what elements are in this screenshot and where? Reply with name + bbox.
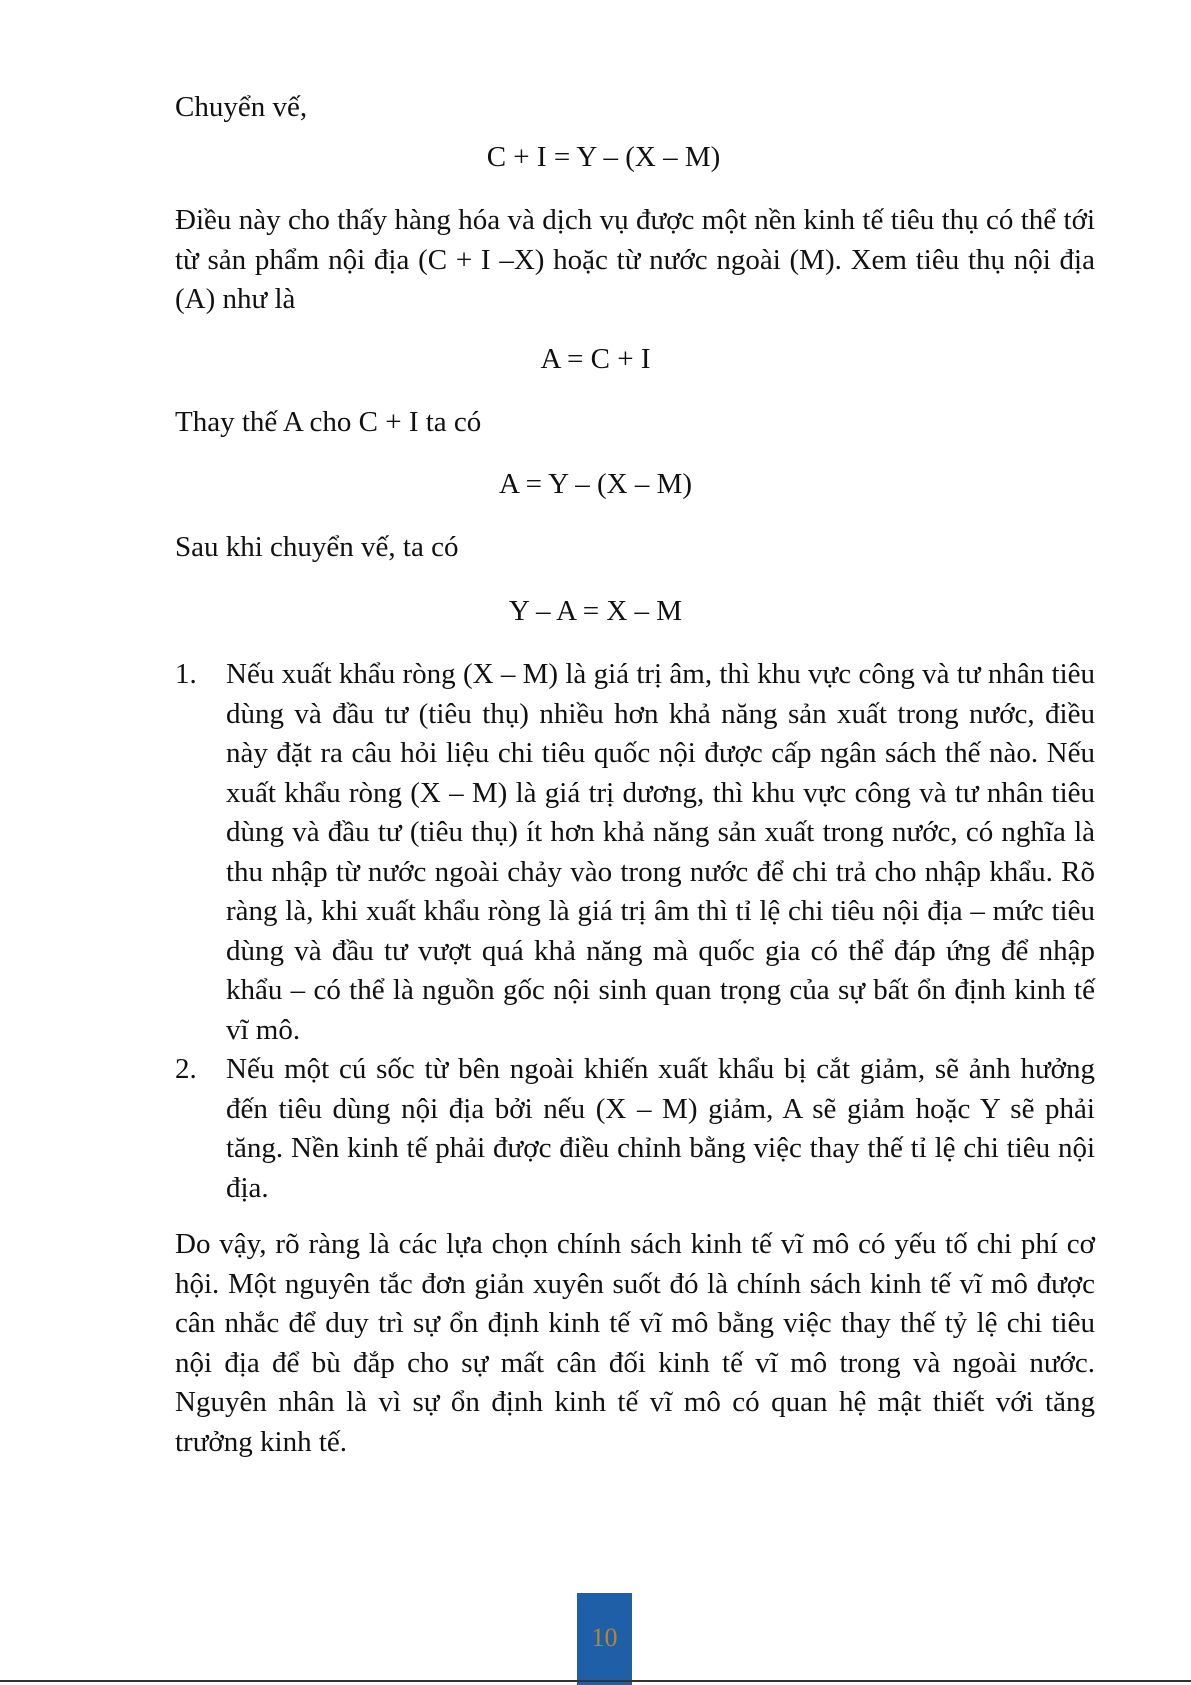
equation-1: C + I = Y – (X – M) [486,141,721,173]
paragraph-after-transpose: Sau khi chuyển vế, ta có [175,531,459,563]
equation-2: A = C + I [540,343,651,375]
equation-4: Y – A = X – M [508,595,683,627]
paragraph-transpose: Chuyển vế, [175,91,308,123]
list-number: 1. [175,658,197,690]
footer-divider [0,1680,1191,1682]
list-item-2 [175,1050,1095,1215]
paragraph-consumption: Điều này cho thấy hàng hóa và dịch vụ được một nền kinh tế tiêu thụ có thể tới từ sản phẩm nội địa (C + I –X) hoặc từ nước ngoài (M). Xem tiêu thụ nội địa (A) như là [175,204,1095,315]
page-number: 10 [591,1623,618,1652]
paragraph-substitute: Thay thế A cho C + I ta có [175,406,482,438]
page-number-badge [577,1593,632,1685]
list-text: Nếu một cú sốc từ bên ngoài khiến xuất khẩu bị cắt giảm, sẽ ảnh hưởng đến tiêu dùng nội địa bởi nếu (X – M) giảm, A sẽ giảm hoặc Y sẽ phải tăng. Nền kinh tế phải được điều chỉnh bằng việc thay thế tỉ lệ chi tiêu nội địa. [226,1053,1095,1204]
paragraph-conclusion: Do vậy, rõ ràng là các lựa chọn chính sách kinh tế vĩ mô có yếu tố chi phí cơ hội. Một nguyên tắc đơn giản xuyên suốt đó là chính sách kinh tế vĩ mô được cân nhắc để duy trì sự ổn định kinh tế vĩ mô bằng việc thay thế tỷ lệ chi tiêu nội địa để bù đắp cho sự mất cân đối kinh tế vĩ mô trong và ngoài nước. Nguyên nhân là vì sự ổn định kinh tế vĩ mô có quan hệ mật thiết với tăng trưởng kinh tế. [175,1228,1095,1458]
list-number: 2. [175,1053,197,1085]
list-item-1 [175,655,1095,1055]
equation-3: A = Y – (X – M) [498,468,693,500]
list-text: Nếu xuất khẩu ròng (X – M) là giá trị âm, thì khu vực công và tư nhân tiêu dùng và đầu tư (tiêu thụ) nhiều hơn khả năng sản xuất trong nước, điều này đặt ra câu hỏi liệu chi tiêu quốc nội được cấp ngân sách thế nào. Nếu xuất khẩu ròng (X – M) là giá trị dương, thì khu vực công và tư nhân tiêu dùng và đầu tư (tiêu thụ) ít hơn khả năng sản xuất trong nước, có nghĩa là thu nhập từ nước ngoài chảy vào trong nước để chi trả cho nhập khẩu. Rõ ràng là, khi xuất khẩu ròng là giá trị âm thì tỉ lệ chi tiêu nội địa – mức tiêu dùng và đầu tư vượt quá khả năng mà quốc gia có thể đáp ứng để nhập khẩu – có thể là nguồn gốc nội sinh quan trọng của sự bất ổn định kinh tế vĩ mô. [226,658,1095,1046]
